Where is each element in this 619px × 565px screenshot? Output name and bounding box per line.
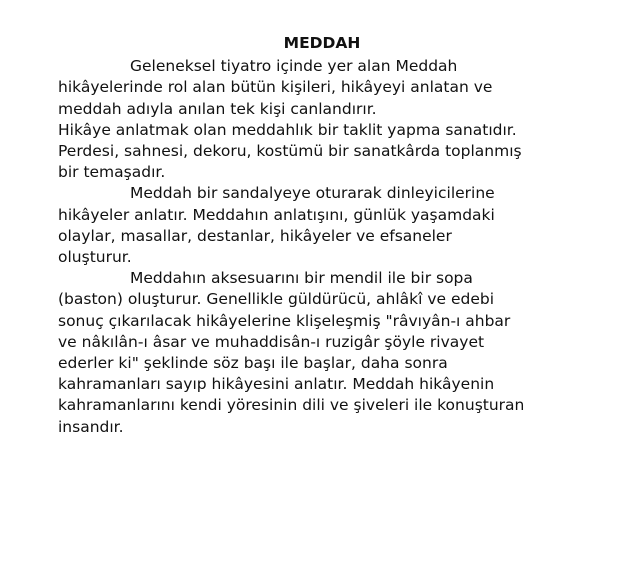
text-line: Hikâye anlatmak olan meddahlık bir taklit yapma sanatıdır. xyxy=(58,120,517,139)
text-line: ve nâkılân-ı âsar ve muhaddisân-ı ruzigâr şöyle rivayet xyxy=(58,332,485,351)
text-line: bir temaşadır. xyxy=(58,163,166,182)
document-title: MEDDAH xyxy=(283,34,361,52)
paragraph-2 xyxy=(58,120,578,184)
text-line: (baston) oluşturur. Genellikle güldürücü, ahlâkî ve edebi xyxy=(58,290,495,309)
document-page xyxy=(58,33,578,438)
text-line: Geleneksel tiyatro içinde yer alan Meddah xyxy=(130,57,458,76)
text-line: kahramanlarını kendi yöresinin dili ve şiveleri ile konuşturan xyxy=(58,396,525,415)
text-line: hikâyelerinde rol alan bütün kişileri, hikâyeyi anlatan ve xyxy=(58,78,493,97)
paragraph-4 xyxy=(58,268,578,438)
paragraph-3 xyxy=(58,183,578,268)
text-line: Perdesi, sahnesi, dekoru, kostümü bir sanatkârda toplanmış xyxy=(58,142,522,161)
text-line: olaylar, masallar, destanlar, hikâyeler ve efsaneler xyxy=(58,226,452,245)
text-line: kahramanları sayıp hikâyesini anlatır. Meddah hikâyenin xyxy=(58,375,495,394)
text-line: sonuç çıkarılacak hikâyelerine klişeleşmiş "râvıyân-ı ahbar xyxy=(58,311,511,330)
paragraph-1 xyxy=(58,56,578,120)
text-line: oluşturur. xyxy=(58,248,132,267)
text-line: Meddah bir sandalyeye oturarak dinleyicilerine xyxy=(130,184,495,203)
text-line: hikâyeler anlatır. Meddahın anlatışını, günlük yaşamdaki xyxy=(58,205,495,224)
text-line: insandır. xyxy=(58,417,124,436)
text-line: meddah adıyla anılan tek kişi canlandırır. xyxy=(58,99,377,118)
text-line: ederler ki" şeklinde söz başı ile başlar, daha sonra xyxy=(58,354,448,373)
text-line: Meddahın aksesuarını bir mendil ile bir sopa xyxy=(130,269,473,288)
